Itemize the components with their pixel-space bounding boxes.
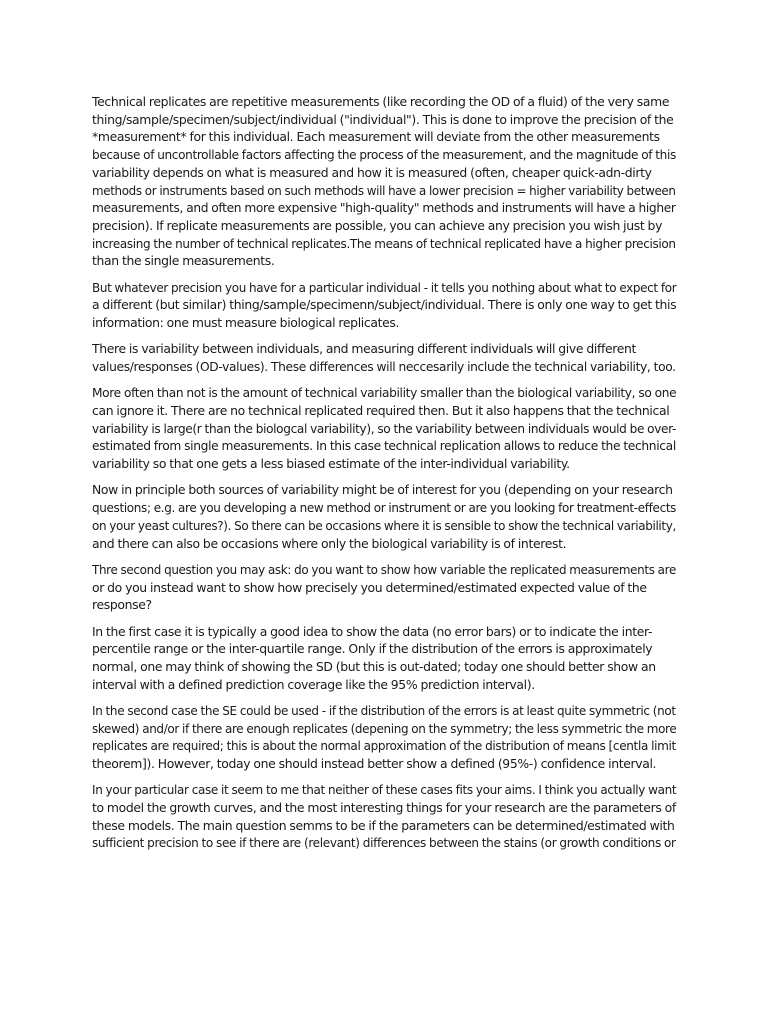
text-line: In the first case it is typically a good idea to show the data (no error bars) or to indicate the inter- (92, 623, 653, 639)
paragraph (92, 481, 676, 552)
paragraph (92, 384, 676, 473)
paragraph (92, 781, 676, 852)
text-line: Now in principle both sources of variability might be of interest for you (depending on your research (92, 482, 673, 498)
text-line: because of uncontrollable factors affecting the process of the measurement, and the magnitude of this (92, 147, 676, 163)
text-line: sufficient precision to see if there are (relevant) differences between the stains (or growth conditions or (92, 835, 676, 851)
text-line: *measurement* for this individual. Each measurement will deviate from the other measurements (92, 129, 660, 145)
text-line: Thre second question you may ask: do you want to show how variable the replicated measurements are (92, 561, 676, 577)
text-line: on your yeast cultures?). So there can be occasions where it is sensible to show the technical variability, (92, 517, 676, 533)
text-line: Technical replicates are repetitive measurements (like recording the OD of a fluid) of the very same (92, 94, 670, 109)
text-line: increasing the number of technical replicates.The means of technical replicated have a higher precision (92, 235, 676, 251)
text-line: But whatever precision you have for a particular individual - it tells you nothing about what to expect for (92, 279, 677, 295)
text-line: measurements, and often more expensive "high-quality" methods and instruments will have a higher (92, 200, 676, 216)
text-line: methods or instruments based on such methods will have a lower precision = higher variability between (92, 182, 676, 198)
text-line: values/responses (OD-values). These differences will neccesarily include the technical variability, too. (92, 359, 676, 375)
text-line: to model the growth curves, and the most interesting things for your research are the parameters of (92, 800, 676, 816)
paragraph (92, 340, 676, 375)
text-line: skewed) and/or if there are enough replicates (depening on the symmetry; the less symmetric the more (92, 720, 677, 736)
paragraph (92, 93, 676, 270)
paragraph (92, 279, 676, 332)
text-line: can ignore it. There are no technical replicated required then. But it also happens that the technical (92, 403, 670, 419)
text-line: or do you instead want to show how precisely you determined/estimated expected value of the (92, 579, 647, 595)
text-line: replicates are required; this is about the normal approximation of the distribution of means [centla limit (92, 738, 676, 754)
text-line: a different (but similar) thing/sample/specimenn/subject/individual. There is only one way to get this (92, 297, 677, 313)
text-line: variability so that one gets a less biased estimate of the inter-individual variability. (92, 456, 570, 472)
text-line: There is variability between individuals, and measuring different individuals will give different (92, 341, 637, 357)
text-line: information: one must measure biological replicates. (92, 315, 400, 331)
document-body (92, 93, 676, 861)
text-line: than the single measurements. (92, 253, 275, 269)
text-line: variability is large(r than the biologcal variability), so the variability between individuals would be over- (92, 420, 677, 436)
text-line: interval with a defined prediction coverage like the 95% prediction interval). (92, 676, 535, 692)
paragraph (92, 623, 676, 694)
text-line: estimated from single measurements. In this case technical replication allows to reduce the technical (92, 438, 676, 454)
text-line: variability depends on what is measured and how it is measured (often, cheaper quick-adn-dirty (92, 164, 652, 180)
text-line: questions; e.g. are you developing a new method or instrument or are you looking for treatment-effects (92, 500, 677, 516)
text-line: In your particular case it seem to me that neither of these cases fits your aims. I think you actually want (92, 782, 677, 798)
text-line: theorem]). However, today one should instead better show a defined (95%-) confidence interval. (92, 756, 657, 772)
paragraph (92, 561, 676, 614)
text-line: More often than not is the amount of technical variability smaller than the biological variability, so one (92, 385, 677, 401)
text-line: and there can also be occasions where only the biological variability is of interest. (92, 535, 567, 551)
text-line: thing/sample/specimen/subject/individual ("individual"). This is done to improve the precision of the (92, 111, 674, 127)
text-line: percentile range or the inter-quartile range. Only if the distribution of the errors is approximately (92, 641, 653, 657)
text-line: response? (92, 597, 152, 613)
paragraph (92, 702, 676, 773)
text-line: these models. The main question semms to be if the parameters can be determined/estimated with (92, 817, 675, 833)
text-line: normal, one may think of showing the SD (but this is out-dated; today one should better show an (92, 658, 656, 674)
text-line: precision). If replicate measurements are possible, you can achieve any precision you wish just by (92, 217, 663, 233)
text-line: In the second case the SE could be used - if the distribution of the errors is at least quite symmetric (not (92, 702, 676, 718)
